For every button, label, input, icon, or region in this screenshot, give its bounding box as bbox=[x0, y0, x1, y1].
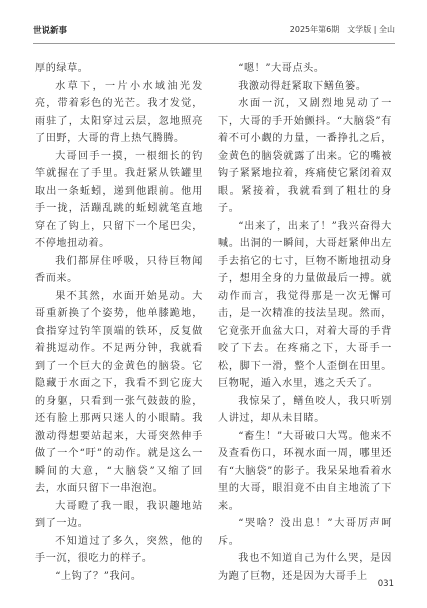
header-divider bbox=[33, 43, 395, 44]
paragraph: 我激动得赶紧取下鳝鱼篓。 bbox=[238, 80, 367, 92]
paragraph: 我惊呆了，鳝鱼咬人，我只听别人讲过，却从未目睹。 bbox=[218, 395, 392, 424]
paragraph: 大哥回手一摸，一根细长的钓竿就握在了手里。我赶紧从铁罐里取出一条蚯蚓，递到他跟前。他用手一拢，活蹦乱跳的蚯蚓就笔直地穿在了钩上，只留下一个尾巴尖，不停地扭动着。 bbox=[35, 150, 203, 249]
paragraph: 我们都屏住呼吸，只待巨物闻香而来。 bbox=[35, 255, 203, 284]
paragraph: 厚的绿草。 bbox=[35, 63, 89, 74]
issue-info: 2025年第6期 文学版 | 全山 bbox=[289, 25, 395, 34]
paragraph: 我也不知道自己为什么哭，是因为跑了巨物，还是因为大哥手上 bbox=[218, 553, 392, 582]
paragraph: 果不其然，水面开始晃动。大哥重新换了个姿势，他单膝跪地，食指穿过钓竿顶端的铁环，反复做着挑逗动作。不足两分钟，我就看到了一个巨大的金黄色的脑袋。它隐藏于水面之下，我看不到它庞大的身躯，只看到一张气鼓鼓的脸，还有脸上那两只迷人的小眼睛。我激动得想要站起来，大哥突然伸手做了一个“吁”的动作。就是这么一瞬间的大意，“大脑袋”又缩了回去，水面只留下一串泡泡。 bbox=[35, 290, 203, 494]
right-column bbox=[218, 60, 392, 585]
paragraph: 水草下，一片小水域油光发亮，带着彩色的光芒。我才发觉，雨驻了，太阳穿过云层，忽地照亮了田野，大哥的背上热气腾腾。 bbox=[35, 80, 203, 144]
paragraph: “出来了，出来了！”我兴奋得大喊。出洞的一瞬间，大哥赶紧伸出左手去掐它的七寸，巨物不断地扭动身子，想用全身的力量做最后一搏。就动作而言，我觉得那是一次无懈可击，是一次精准的技法呈现。然而，它竟张开血盆大口，对着大哥的手背咬了下去。在疼痛之下，大哥手一松，脚下一滑，整个人歪倒在田里。巨物呢，遁入水里，逃之夭夭了。 bbox=[218, 220, 392, 389]
paragraph: 水面一沉，又剧烈地晃动了一下，大哥的手开始颤抖。“大脑袋”有着不可小觑的力量，一番挣扎之后，金黄色的脑袋就露了出来。它的嘴被钩子紧紧地拉着，疼痛使它紧闭着双眼。紧接着，我就看到了粗壮的身子。 bbox=[218, 98, 392, 214]
left-column bbox=[35, 60, 203, 585]
paragraph: 不知道过了多久，突然，他的手一沉，很吃力的样子。 bbox=[35, 535, 203, 564]
paragraph: “上钩了？”我问。 bbox=[55, 570, 142, 582]
magazine-title: 世说新事 bbox=[33, 26, 68, 36]
page-header bbox=[33, 24, 395, 40]
paragraph: “哭啥？没出息！”大哥厉声呵斥。 bbox=[218, 518, 392, 547]
paragraph: “畜生！”大哥破口大骂。他来不及查看伤口，环视水面一周，哪里还有“大脑袋”的影子。我呆呆地看着水里的大哥，眼泪竟不由自主地流了下来。 bbox=[218, 430, 392, 512]
paragraph: “嗯！”大哥点头。 bbox=[238, 63, 325, 74]
page-number: 031 bbox=[377, 579, 394, 589]
paragraph: 大哥瞪了我一眼，我识趣地站到了一边。 bbox=[35, 500, 203, 529]
